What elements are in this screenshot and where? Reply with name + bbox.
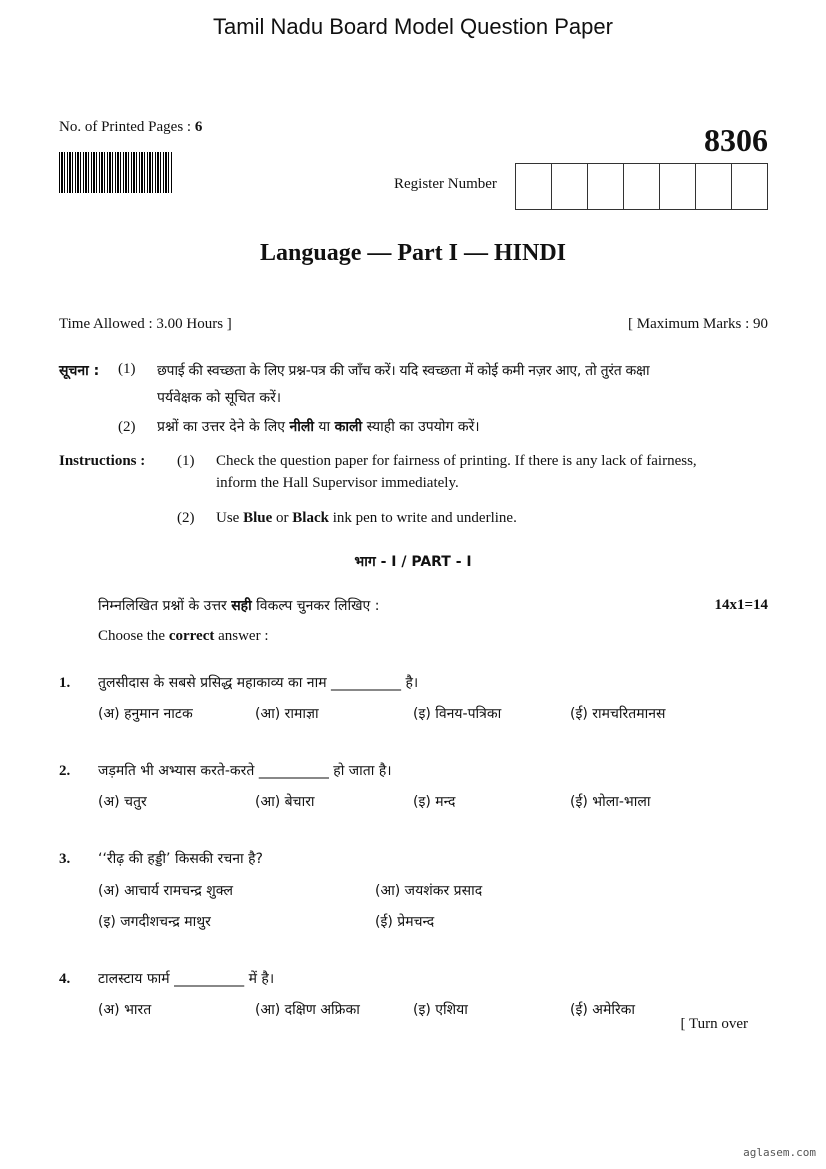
option-i: (इ) मन्द	[413, 794, 456, 810]
instruction-item-2-post: ink pen to write and underline.	[328, 510, 517, 526]
option-ii: (ई) प्रेमचन्द	[375, 914, 435, 930]
part-instruction-english	[98, 628, 269, 645]
question-number: 3.	[59, 851, 71, 867]
option-aa: (आ) जयशंकर प्रसाद	[375, 883, 483, 899]
option-i: (इ) विनय-पत्रिका	[413, 706, 502, 722]
part-instruction-hindi-post: विकल्प चुनकर लिखिए :	[251, 598, 380, 614]
suchna-item-1-line1: छपाई की स्वच्छता के लिए प्रश्न-पत्र की जाँच करें। यदि स्वच्छता में कोई कमी नज़र आए, तो तुरंत कक्षा	[157, 363, 650, 379]
part-instruction-hindi-pre: निम्नलिखित प्रश्नों के उत्तर	[98, 598, 232, 614]
instruction-item-1-line1: Check the question paper for fairness of printing. If there is any lack of fairness,	[216, 453, 697, 469]
option-ii: (ई) अमेरिका	[570, 1002, 636, 1018]
question-text: जड़मति भी अभ्यास करते-करते __________ हो जाता है।	[98, 763, 392, 779]
option-i: (इ) एशिया	[413, 1002, 468, 1018]
register-number-label: Register Number	[394, 176, 497, 192]
question-number: 2.	[59, 763, 71, 779]
register-digit-box[interactable]	[516, 164, 552, 209]
suchna-num-1: (1)	[118, 361, 136, 377]
option-ii: (ई) भोला-भाला	[570, 794, 651, 810]
part-instruction-hindi-bold: सही	[231, 598, 252, 614]
printed-pages	[59, 119, 202, 136]
suchna-item-2-mid: या	[313, 419, 335, 435]
instruction-item-2-bold1: Blue	[243, 510, 273, 526]
instruction-num-1: (1)	[177, 453, 195, 469]
banner-title: Tamil Nadu Board Model Question Paper	[213, 14, 613, 39]
suchna-label: सूचना :	[59, 363, 100, 379]
instructions-label: Instructions :	[59, 453, 146, 469]
option-ii: (ई) रामचरितमानस	[570, 706, 666, 722]
question-text: तुलसीदास के सबसे प्रसिद्ध महाकाव्य का नाम __________ है।	[98, 675, 419, 691]
suchna-num-2: (2)	[118, 419, 136, 435]
barcode-image	[59, 152, 173, 193]
time-allowed: Time Allowed : 3.00 Hours ]	[59, 316, 232, 332]
register-digit-box[interactable]	[552, 164, 588, 209]
instruction-item-1-line2: inform the Hall Supervisor immediately.	[216, 475, 459, 491]
instruction-item-2-pre: Use	[216, 510, 244, 526]
printed-pages-label: No. of Printed Pages :	[59, 119, 195, 135]
instruction-item-2-bold2: Black	[292, 510, 329, 526]
register-number-boxes	[515, 163, 768, 210]
suchna-item-2-bold1: नीली	[289, 419, 314, 435]
part-instruction-hindi	[98, 596, 379, 615]
suchna-item-2-pre: प्रश्नों का उत्तर देने के लिए	[157, 419, 290, 435]
option-aa: (आ) बेचारा	[255, 794, 315, 810]
paper-title: Language — Part I — HINDI	[259, 240, 566, 266]
instruction-item-2-mid: or	[272, 510, 293, 526]
part-heading: भाग - I / PART - I	[354, 554, 472, 570]
register-digit-box[interactable]	[732, 164, 767, 209]
suchna-item-2-bold2: काली	[334, 419, 363, 435]
part-marks: 14x1=14	[714, 597, 768, 613]
option-aa: (आ) दक्षिण अफ्रिका	[255, 1002, 360, 1018]
option-aa: (आ) रामाज्ञा	[255, 706, 319, 722]
register-digit-box[interactable]	[588, 164, 624, 209]
option-a: (अ) आचार्य रामचन्द्र शुक्ल	[98, 883, 233, 899]
register-digit-box[interactable]	[696, 164, 732, 209]
suchna-item-2-post: स्याही का उपयोग करें।	[362, 419, 480, 435]
footer-watermark[interactable]: aglasem.com	[743, 1146, 816, 1159]
question-text: टालस्टाय फार्म __________ में है।	[98, 971, 275, 987]
suchna-item-2	[157, 417, 480, 436]
instruction-num-2: (2)	[177, 510, 195, 526]
part-instruction-english-pre: Choose the	[98, 628, 169, 644]
paper-code: 8306	[704, 122, 768, 158]
question-number: 4.	[59, 971, 71, 987]
suchna-item-1-line2: पर्यवेक्षक को सूचित करें।	[157, 390, 282, 406]
register-digit-box[interactable]	[660, 164, 696, 209]
option-a: (अ) हनुमान नाटक	[98, 706, 193, 722]
instruction-item-2	[216, 510, 517, 527]
max-marks: [ Maximum Marks : 90	[628, 316, 768, 332]
part-instruction-english-bold: correct	[168, 628, 215, 644]
printed-pages-value: 6	[194, 119, 203, 135]
option-a: (अ) चतुर	[98, 794, 147, 810]
question-text: ‘‘रीढ़ की हड्डी’ किसकी रचना है?	[98, 851, 263, 867]
register-digit-box[interactable]	[624, 164, 660, 209]
part-instruction-english-post: answer :	[214, 628, 269, 644]
option-i: (इ) जगदीशचन्द्र माथुर	[98, 914, 211, 930]
option-a: (अ) भारत	[98, 1002, 152, 1018]
question-number: 1.	[59, 675, 71, 691]
turn-over: [ Turn over	[680, 1016, 748, 1032]
